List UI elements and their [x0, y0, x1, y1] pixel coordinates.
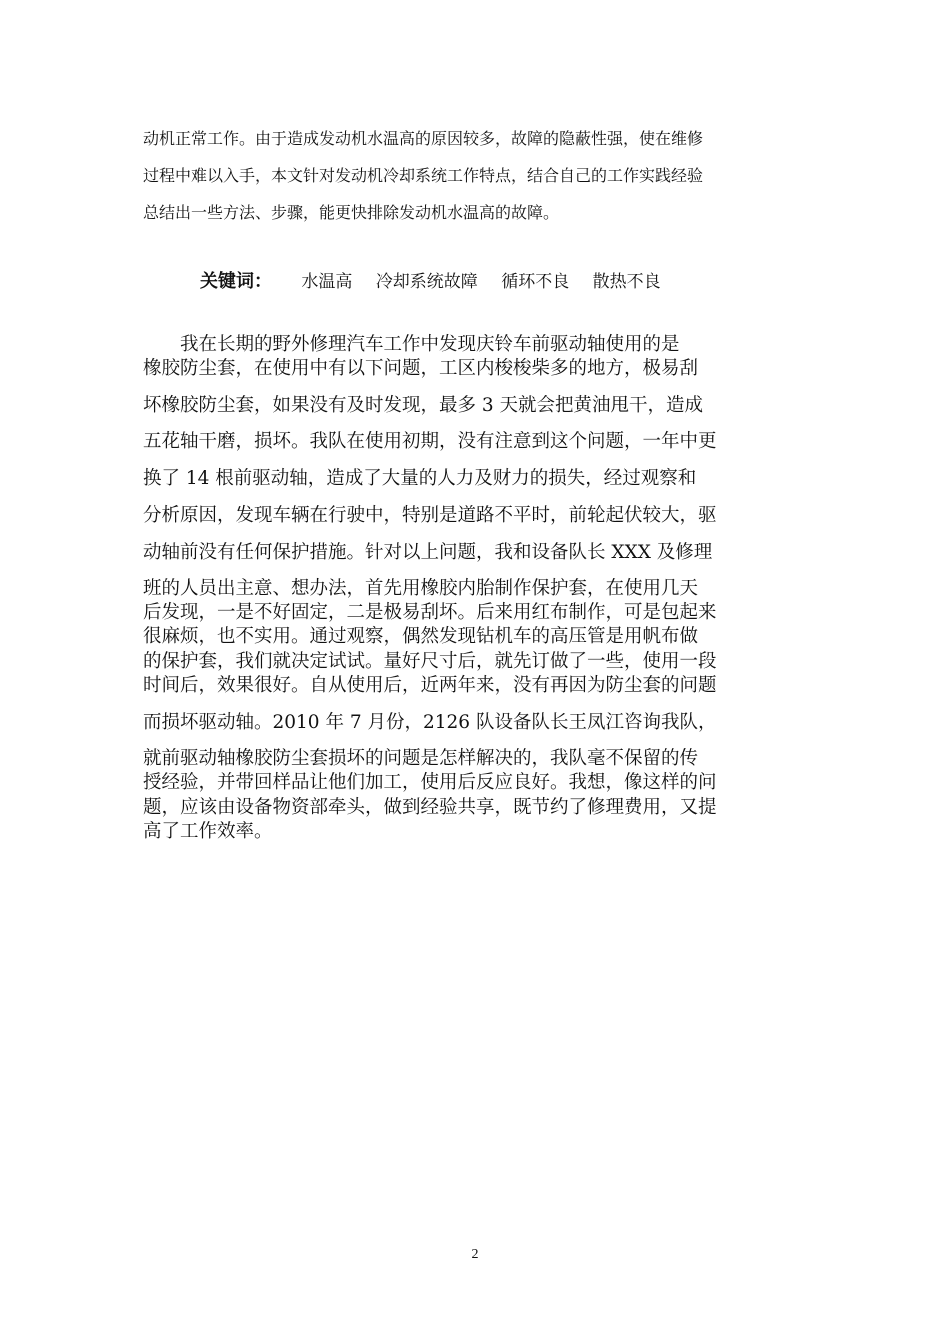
body-line: 题，应该由设备物资部牵头，做到经验共享，既节约了修理费用，又提 — [143, 797, 717, 818]
body-line: 授经验，并带回样品让他们加工，使用后反应良好。我想，像这样的问 — [143, 772, 717, 793]
page-number: 2 — [471, 1247, 479, 1262]
body-line: 高了工作效率。 — [143, 821, 273, 842]
body-line: 换了 14 根前驱动轴，造成了大量的人力及财力的损失，经过观察和 — [143, 468, 697, 489]
body-line: 橡胶防尘套，在使用中有以下问题，工区内梭梭柴多的地方，极易刮 — [143, 358, 699, 379]
intro-paragraph — [143, 120, 843, 231]
body-line: 五花轴干磨，损坏。我队在使用初期，没有注意到这个问题，一年中更 — [143, 431, 717, 452]
body-line: 的保护套，我们就决定试试。量好尺寸后，就先订做了一些，使用一段 — [143, 651, 717, 672]
body-line: 分析原因，发现车辆在行驶中，特别是道路不平时，前轮起伏较大，驱 — [143, 505, 717, 526]
body-line: 坏橡胶防尘套，如果没有及时发现，最多 3 天就会把黄油甩干，造成 — [143, 395, 704, 416]
keyword-item: 散热不良 — [592, 272, 661, 292]
body-line: 很麻烦，也不实用。通过观察，偶然发现钻机车的高压管是用帆布做 — [143, 626, 699, 647]
body-line: 班的人员出主意、想办法，首先用橡胶内胎制作保护套，在使用几天 — [143, 578, 699, 599]
keyword-item: 循环不良 — [501, 272, 570, 292]
intro-line: 过程中难以入手，本文针对发动机冷却系统工作特点，结合自己的工作实践经验 — [143, 166, 704, 185]
body-line: 后发现，一是不好固定，二是极易刮坏。后来用红布制作，可是包起来 — [143, 602, 717, 623]
intro-line: 动机正常工作。由于造成发动机水温高的原因较多，故障的隐蔽性强，使在维修 — [143, 129, 704, 148]
intro-line: 总结出一些方法、步骤，能更快排除发动机水温高的故障。 — [143, 203, 560, 222]
body-line: 就前驱动轴橡胶防尘套损坏的问题是怎样解决的，我队毫不保留的传 — [143, 748, 699, 769]
body-line: 时间后，效果很好。自从使用后，近两年来，没有再因为防尘套的问题 — [143, 675, 717, 696]
body-line: 而损坏驱动轴。2010 年 7 月份，2126 队设备队长王凤江咨询我队， — [143, 712, 717, 733]
keywords-row — [200, 267, 840, 297]
keywords-label: 关键词： — [200, 271, 272, 292]
body-line: 我在长期的野外修理汽车工作中发现庆铃车前驱动轴使用的是 — [180, 334, 680, 355]
keyword-item: 冷却系统故障 — [375, 272, 478, 292]
keyword-item: 水温高 — [301, 272, 353, 292]
body-line: 动轴前没有任何保护措施。针对以上问题，我和设备队长 XXX 及修理 — [143, 542, 713, 563]
